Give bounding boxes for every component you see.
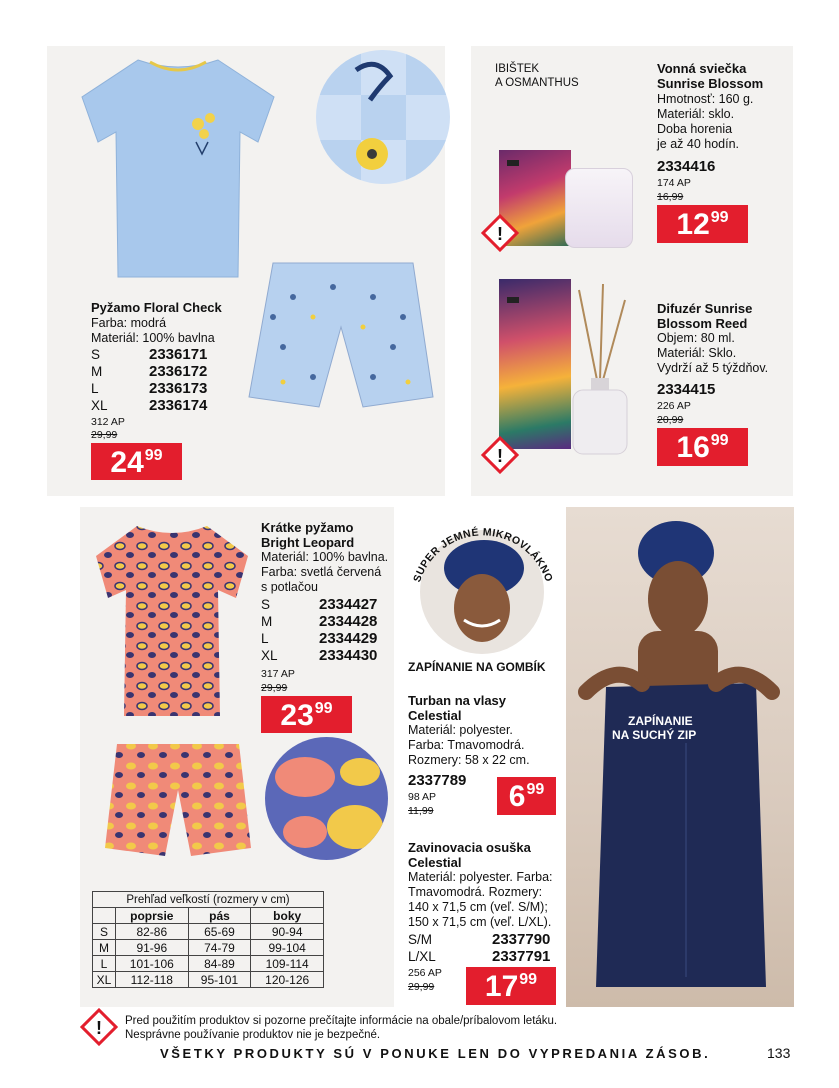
size-chart-header: poprsie bbox=[116, 908, 189, 924]
table-row: M 91-96 74-79 99-104 bbox=[93, 940, 324, 956]
towel-old-price: 29,99 bbox=[408, 981, 435, 993]
candle-burn-1: Doba horenia bbox=[657, 122, 733, 136]
candle-glass-image bbox=[565, 168, 633, 248]
towel-size-list bbox=[408, 931, 550, 965]
page-number: 133 bbox=[767, 1045, 791, 1061]
pajama2-size-list bbox=[261, 596, 377, 664]
turban-old-price: 11,99 bbox=[408, 805, 434, 817]
candle-title-2: Sunrise Blossom bbox=[657, 76, 764, 91]
pajama1-title: Pyžamo Floral Check bbox=[91, 300, 222, 315]
size-row: M 2334428 bbox=[261, 613, 378, 630]
turban-code: 2337789 bbox=[408, 772, 467, 789]
pajama1-old-price: 29,99 bbox=[91, 429, 118, 441]
candle-ap: 174 AP bbox=[657, 177, 691, 189]
tshirt-blue-image bbox=[78, 52, 278, 282]
size-row: S/M 2337790 bbox=[408, 931, 551, 948]
candle-scent-2: A OSMANTHUS bbox=[495, 77, 579, 89]
towel-spec-1: Materiál: polyester. Farba: bbox=[408, 870, 553, 884]
pajama1-ap: 312 AP bbox=[91, 416, 125, 428]
towel-model-image bbox=[566, 507, 794, 1007]
svg-text:!: ! bbox=[96, 1018, 102, 1038]
diffuser-price-tag: 16 99 bbox=[657, 428, 748, 466]
pajama1-color: Farba: modrá bbox=[91, 316, 167, 330]
size-row: M 2336172 bbox=[91, 363, 208, 380]
warning-text-1: Pred použitím produktov si pozorne prečítajte informácie na obale/príbalovom letáku. bbox=[125, 1015, 558, 1027]
pajama1-price-tag: 24 99 bbox=[91, 443, 182, 480]
warning-text-2: Nesprávne používanie produktov nie je bezpečné. bbox=[125, 1029, 381, 1041]
candle-code: 2334416 bbox=[657, 158, 716, 175]
svg-text:!: ! bbox=[497, 224, 503, 244]
towel-title-2: Celestial bbox=[408, 855, 462, 870]
pajama1-size-list bbox=[91, 346, 207, 414]
diffuser-title-2: Blossom Reed bbox=[657, 316, 748, 331]
size-chart-header: pás bbox=[188, 908, 251, 924]
svg-text:!: ! bbox=[497, 446, 503, 466]
size-chart-header: boky bbox=[251, 908, 324, 924]
candle-title-1: Vonná sviečka bbox=[657, 61, 747, 76]
size-chart bbox=[92, 891, 324, 988]
table-row: XL 112-118 95-101 120-126 bbox=[93, 972, 324, 988]
candle-price-tag: 12 99 bbox=[657, 205, 748, 243]
turban-material: Materiál: polyester. bbox=[408, 723, 513, 737]
tshirt-leopard-image bbox=[92, 520, 252, 720]
pajama2-title-1: Krátke pyžamo bbox=[261, 520, 354, 535]
table-row: S 82-86 65-69 90-94 bbox=[93, 924, 324, 940]
size-chart-caption: Prehľad veľkostí (rozmery v cm) bbox=[93, 892, 324, 908]
diffuser-bottle-image bbox=[567, 280, 633, 456]
diffuser-old-price: 20,99 bbox=[657, 414, 684, 426]
diffuser-material: Materiál: Sklo. bbox=[657, 346, 737, 360]
microfiber-arc-label bbox=[398, 500, 568, 600]
towel-zip-label-2: NA SUCHÝ ZIP bbox=[612, 728, 697, 742]
candle-material: Materiál: sklo. bbox=[657, 107, 735, 121]
diffuser-title-1: Difuzér Sunrise bbox=[657, 301, 753, 316]
candle-scent-1: IBIŠTEK bbox=[495, 63, 540, 75]
turban-color: Farba: Tmavomodrá. bbox=[408, 738, 525, 752]
towel-ap: 256 AP bbox=[408, 967, 442, 979]
warning-icon bbox=[481, 214, 519, 252]
turban-ap: 98 AP bbox=[408, 791, 437, 803]
warning-icon bbox=[80, 1008, 118, 1046]
towel-price-tag: 17 99 bbox=[466, 967, 556, 1005]
candle-burn-2: je až 40 hodín. bbox=[657, 137, 740, 151]
fabric-closeup-leopard-image bbox=[265, 737, 388, 860]
table-row: L 101-106 84-89 109-114 bbox=[93, 956, 324, 972]
size-chart-header bbox=[93, 908, 116, 924]
diffuser-ap: 226 AP bbox=[657, 400, 691, 412]
shorts-blue-image bbox=[243, 257, 439, 429]
size-row: XL 2336174 bbox=[91, 397, 208, 414]
pajama2-color: Farba: svetlá červená bbox=[261, 565, 382, 579]
footer-notice: VŠETKY PRODUKTY SÚ V PONUKE LEN DO VYPREDANIA ZÁSOB. bbox=[160, 1046, 711, 1061]
size-row: S 2336171 bbox=[91, 346, 208, 363]
turban-price-tag: 6 99 bbox=[497, 777, 556, 815]
size-row: L 2334429 bbox=[261, 630, 378, 647]
turban-title-1: Turban na vlasy bbox=[408, 693, 507, 708]
diffuser-volume: Objem: 80 ml. bbox=[657, 331, 735, 345]
towel-spec-2: Tmavomodrá. Rozmery: bbox=[408, 885, 543, 899]
diffuser-code: 2334415 bbox=[657, 381, 716, 398]
turban-dimensions: Rozmery: 58 x 22 cm. bbox=[408, 753, 530, 767]
size-row: XL 2334430 bbox=[261, 647, 378, 664]
svg-text:SUPER JEMNÉ MIKROVLÁKNO: SUPER JEMNÉ MIKROVLÁKNO bbox=[411, 526, 555, 584]
towel-zip-label-1: ZAPÍNANIE bbox=[628, 714, 693, 728]
shorts-leopard-image bbox=[103, 740, 253, 862]
turban-title-2: Celestial bbox=[408, 708, 462, 723]
diffuser-box-image bbox=[499, 279, 571, 449]
size-row: L/XL 2337791 bbox=[408, 948, 551, 965]
fabric-closeup-blue-image bbox=[316, 50, 450, 184]
pajama2-ap: 317 AP bbox=[261, 668, 295, 680]
pajama2-material: Materiál: 100% bavlna. bbox=[261, 550, 389, 564]
turban-button-label: ZAPÍNANIE NA GOMBÍK bbox=[408, 660, 546, 674]
pajama2-old-price: 29,99 bbox=[261, 682, 288, 694]
candle-old-price: 16,99 bbox=[657, 191, 684, 203]
pajama2-price-tag: 23 99 bbox=[261, 696, 352, 733]
towel-spec-4: 150 x 71,5 cm (veľ. L/XL). bbox=[408, 915, 552, 929]
pajama2-print: s potlačou bbox=[261, 580, 318, 594]
size-row: L 2336173 bbox=[91, 380, 208, 397]
towel-spec-3: 140 x 71,5 cm (veľ. S/M); bbox=[408, 900, 548, 914]
candle-weight: Hmotnosť: 160 g. bbox=[657, 92, 754, 106]
size-row: S 2334427 bbox=[261, 596, 378, 613]
pajama2-title-2: Bright Leopard bbox=[261, 535, 355, 550]
towel-title-1: Zavinovacia osuška bbox=[408, 840, 531, 855]
diffuser-duration: Vydrží až 5 týždňov. bbox=[657, 361, 769, 375]
warning-icon bbox=[481, 436, 519, 474]
pajama1-material: Materiál: 100% bavlna bbox=[91, 331, 215, 345]
